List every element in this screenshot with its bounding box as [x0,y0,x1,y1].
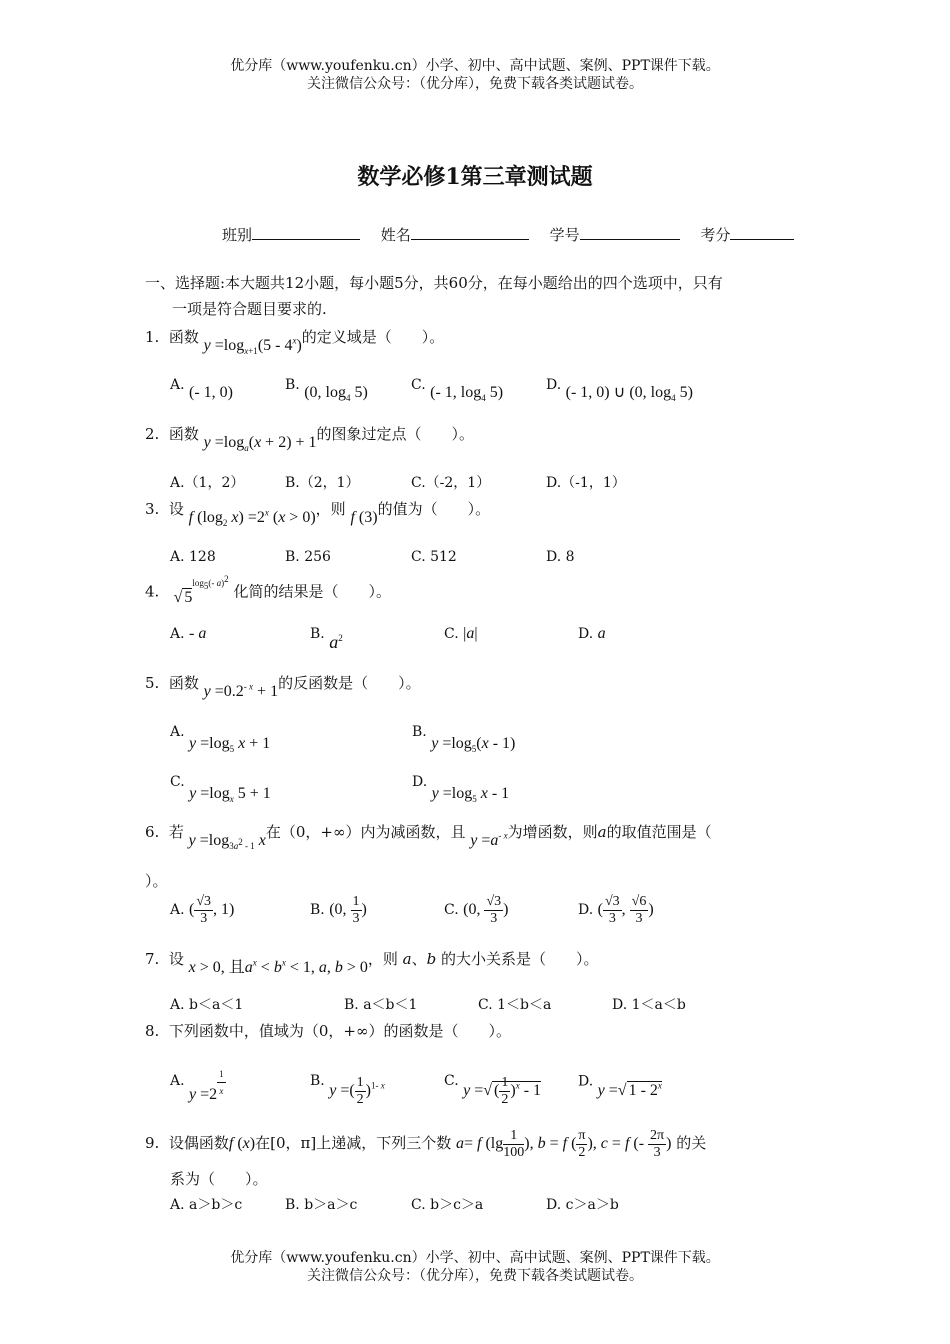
question-6-options: A. ( $\frac{√3}{3}$ , 1) B. (0, $\frac{1}{3}$ ) C. (0, $\frac{√3}{3}$ ) D. ( $\frac{√3}{3}$ , $\frac{√6}{3}$ ) [170,894,654,926]
score-label: 考分 [700,226,731,244]
page-title: 数学必修1第三章测试题 [357,164,593,190]
question-8: 8. 下列函数中，值域为（0，+∞）的函数是（ ）。 [145,1022,511,1040]
question-4: 4. √ $5^{log_5(- a)^2}$ 化简的结果是（ ）。 [145,574,391,607]
student-info [222,224,810,245]
section-heading-cont: 一项是符合题目要求的. [172,300,327,318]
class-label: 班别 [222,226,253,244]
question-5-options-cd: C. $y =\log_x$ 5 + 1D. $y =\log_5$ x - 1 [170,774,510,805]
header-line-2: 关注微信公众号：（优分库），免费下载各类试题试卷。 [307,76,643,92]
question-6: 6. 若 $y =\log_{3a^2 - 1}$ x在（0，+∞）内为减函数，且 $y =a^{- x}$为增函数，则a的取值范围是（ [145,823,712,852]
question-2-options: A.（1，2） B.（2，1） C.（-2，1） D.（-1，1） [170,475,626,491]
number-blank[interactable] [580,225,680,240]
question-9-options: A. a＞b＞c B. b＞a＞c C. b＞c＞a D. c＞a＞b [170,1197,619,1213]
question-1: 1. 函数 $y =\log_{x+1}(5 - 4^x)$的定义域是（ ）。 [145,328,445,357]
section-heading: 一、选择题:本大题共12小题，每小题5分，共60分，在每小题给出的四个选项中，只有 [145,274,723,292]
number-label: 学号 [549,226,580,244]
footer-line-2: 关注微信公众号：（优分库），免费下载各类试题试卷。 [307,1268,643,1284]
question-9: 9. 设偶函数f (x)在[0，π]上递减，下列三个数 a= f (lg $\frac{1}{100}$ ), b = f ( $\frac{\pi}{2}$ ), c = f (- $\frac{2\pi}{3}$ ) 的关 [145,1128,707,1160]
question-2: 2. 函数 $y =\log_a(x + 2) + 1$的图象过定点（ ）。 [145,425,475,454]
question-5-options-ab: A. $y =\log_5$ x + 1B. $y =\log_5(x - 1)$ [170,724,516,755]
question-3-options: A. 128 B. 256 C. 512 D. 8 [170,549,575,565]
score-blank[interactable] [730,225,794,240]
question-8-options: A. y =2 $^{\frac{1}{x}}$ B. y =( $\frac{1}{2}$ )$^{1- x}$ C. y =√ ( $\frac{1}{2}$ )$^x$ - 1D. y =√ 1 - 2$^x$ [170,1060,662,1098]
question-7-options: A. b＜a＜1 B. a＜b＜1 C. 1＜b＜a D. 1＜a＜b [170,997,686,1013]
footer-line-1: 优分库（www.youfenku.cn）小学、初中、高中试题、案例、PPT课件下载。 [230,1250,720,1266]
class-blank[interactable] [252,225,360,240]
question-6-cont: ）。 [145,872,168,890]
name-label: 姓名 [380,226,411,244]
question-5: 5. 函数 $y =0.2^{- x} + 1$的反函数是（ ）。 [145,674,421,700]
question-4-options: A. - a B. $a^2$ C. |a| D. a [170,625,606,652]
question-7: 7. 设 x > 0, 且$a^x < b^x < 1$, a, b > 0，则 a、b 的大小关系是（ ）。 [145,950,599,976]
header-line-1: 优分库（www.youfenku.cn）小学、初中、高中试题、案例、PPT课件下载。 [230,58,720,74]
question-9-cont: 系为（ ）。 [170,1170,268,1188]
question-1-options: A. (- 1, 0) B. (0, $\log_4 5$) C. (- 1, $\log_4 5$) D. (- 1, 0) ∪ (0, $\log_4 5$) [170,377,693,404]
name-blank[interactable] [411,225,529,240]
question-3: 3. 设 f ($\log_2$ $x) =2^x$ (x > 0)，则 f (3)的值为（ ）。 [145,500,491,529]
